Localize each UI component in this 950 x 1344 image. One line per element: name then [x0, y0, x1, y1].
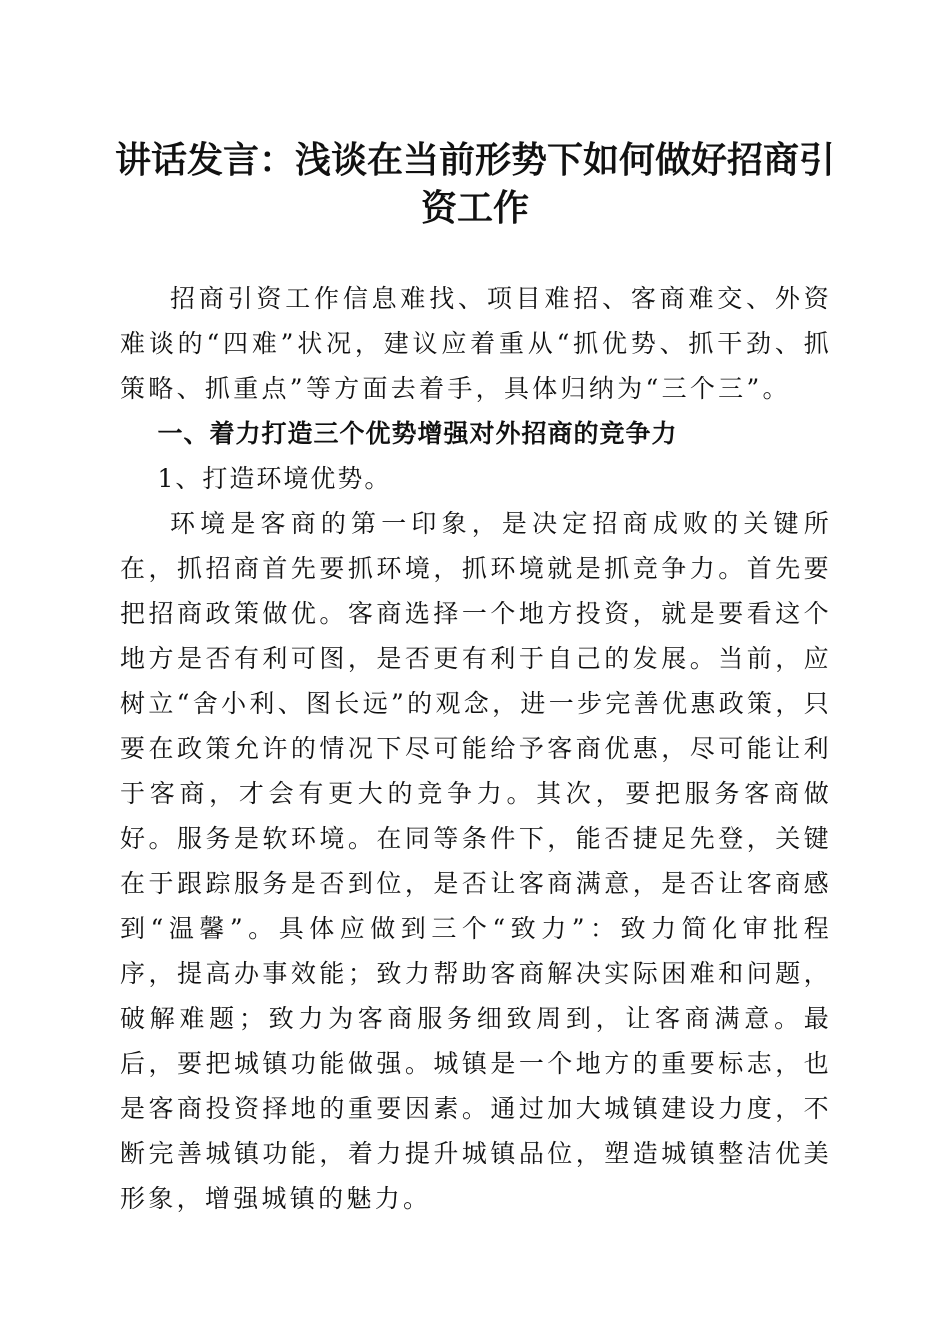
subsection-body-1: 环境是客商的第一印象，是决定招商成败的关键所在，抓招商首先要抓环境，抓环境就是抓竞争力。首先要把招商政策做优。客商选择一个地方投资，就是要看这个地方是否有利可图，是否更有利于自己的发展。当前，应树立“舍小利、图长远”的观念，进一步完善优惠政策，只要在政策允许的情况下尽可能给予客商优惠，尽可能让利于客商，才会有更大的竞争力。其次，要把服务客商做好。服务是软环境。在同等条件下，能否捷足先登，关键在于跟踪服务是否到位，是否让客商满意，是否让客商感到“温馨”。具体应做到三个“致力”：致力简化审批程序，提高办事效能；致力帮助客商解决实际困难和问题，破解难题；致力为客商服务细致周到，让客商满意。最后，要把城镇功能做强。城镇是一个地方的重要标志，也是客商投资择地的重要因素。通过加大城镇建设力度，不断完善城镇功能，着力提升城镇品位，塑造城镇整洁优美形象，增强城镇的魅力。: [120, 509, 832, 1213]
intro-paragraph: 招商引资工作信息难找、项目难招、客商难交、外资难谈的“四难”状况，建议应着重从“抓优势、抓干劲、抓策略、抓重点”等方面去着手，具体归纳为“三个三”。: [120, 284, 832, 403]
document-title: 讲话发言：浅谈在当前形势下如何做好招商引资工作: [114, 139, 835, 229]
subsection-heading-1: 1、打造环境优势。: [157, 464, 392, 493]
document-body: [120, 276, 832, 1221]
section-heading-1: 一、着力打造三个优势增强对外招商的竞争力: [157, 419, 678, 448]
